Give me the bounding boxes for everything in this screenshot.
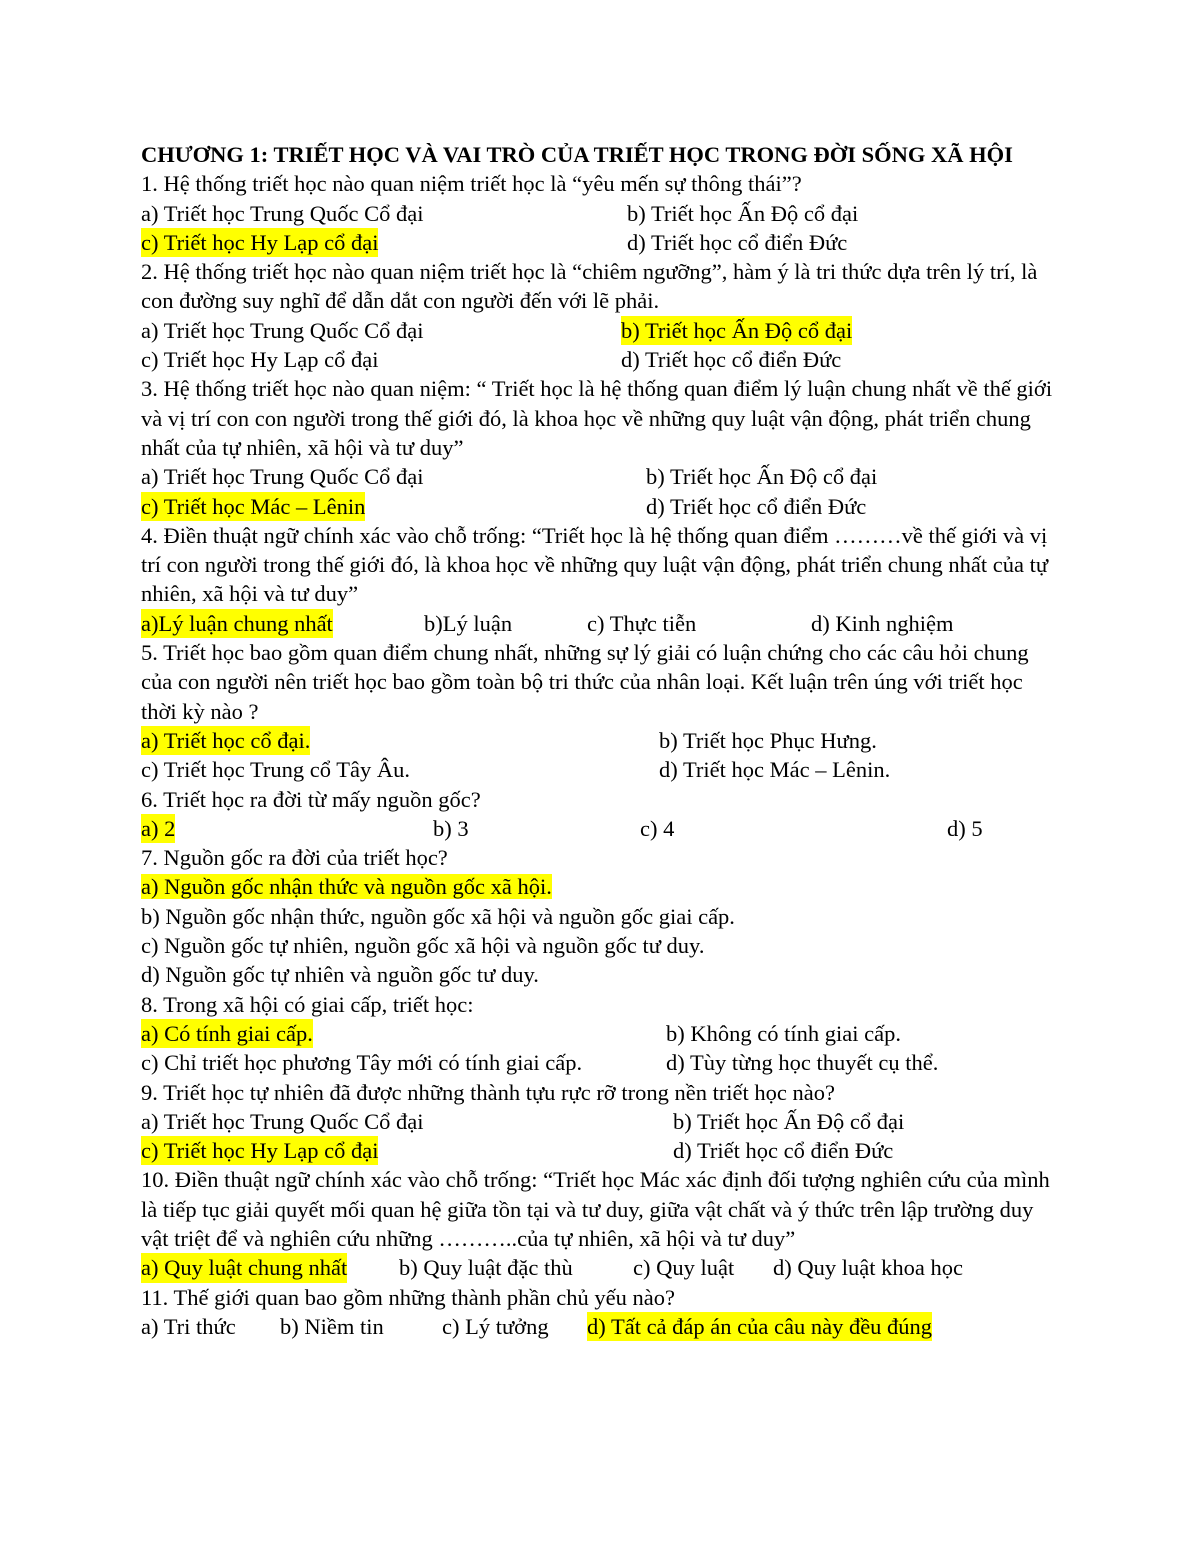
document-page bbox=[141, 140, 1061, 1341]
option-b: b) 3 bbox=[433, 815, 469, 841]
option-row bbox=[141, 1048, 1061, 1077]
option-row bbox=[141, 609, 1061, 638]
option-a: a) Triết học Trung Quốc Cổ đại bbox=[141, 317, 424, 343]
option-d: d) Triết học Mác – Lênin. bbox=[659, 757, 891, 783]
option-d: d) 5 bbox=[947, 815, 983, 841]
option-row bbox=[141, 316, 1061, 345]
option-b: b) Triết học Phục Hưng. bbox=[659, 727, 877, 753]
option-c-answer: c) Triết học Hy Lạp cổ đại bbox=[141, 228, 378, 257]
option-row bbox=[141, 1107, 1061, 1136]
option-b: b) Không có tính giai cấp. bbox=[666, 1020, 901, 1046]
option-d-answer: d) Tất cả đáp án của câu này đều đúng bbox=[587, 1312, 932, 1341]
option-a-answer: a) Quy luật chung nhất bbox=[141, 1253, 347, 1282]
option-a-answer: a) Nguồn gốc nhận thức và nguồn gốc xã hội. bbox=[141, 874, 552, 900]
chapter-title: CHƯƠNG 1: TRIẾT HỌC VÀ VAI TRÒ CỦA TRIẾT HỌC TRONG ĐỜI SỐNG XÃ HỘI bbox=[141, 142, 1013, 167]
option-b: b)Lý luận bbox=[424, 610, 513, 636]
option-d: d) Triết học cổ điển Đức bbox=[627, 229, 848, 255]
option-d: d) Kinh nghiệm bbox=[811, 610, 954, 636]
option-a-answer: a) 2 bbox=[141, 814, 175, 843]
option-c: c) Triết học Trung cổ Tây Âu. bbox=[141, 757, 410, 783]
option-row bbox=[141, 199, 1061, 228]
option-row bbox=[141, 1136, 1061, 1165]
option-row bbox=[141, 755, 1061, 784]
option-d: d) Quy luật khoa học bbox=[773, 1255, 963, 1281]
option-d: d) Triết học cổ điển Đức bbox=[673, 1138, 894, 1164]
option-c: c) Quy luật bbox=[633, 1255, 735, 1281]
option-c: c) 4 bbox=[640, 815, 675, 841]
option-b: b) Triết học Ấn Độ cổ đại bbox=[627, 200, 859, 226]
question-4: 4. Điền thuật ngữ chính xác vào chỗ trống: “Triết học là hệ thống quan điểm ………về thế giới và vị trí con người trong thế giới đó, là khoa học về những quy luật vận động, phát triển chung nhất của tự nhiên, xã hội và tư duy” bbox=[141, 522, 1049, 607]
option-row bbox=[141, 345, 1061, 374]
option-b: b) Triết học Ấn Độ cổ đại bbox=[646, 464, 878, 490]
question-7: 7. Nguồn gốc ra đời của triết học? bbox=[141, 845, 448, 871]
option-a: a) Triết học Trung Quốc Cổ đại bbox=[141, 1108, 424, 1134]
option-b: b) Niềm tin bbox=[280, 1313, 384, 1339]
question-2: 2. Hệ thống triết học nào quan niệm triết học là “chiêm ngưỡng”, hàm ý là tri thức dựa trên lý trí, là con đường suy nghĩ để dẫn dắt con người đến với lẽ phải. bbox=[141, 259, 1038, 314]
question-6: 6. Triết học ra đời từ mấy nguồn gốc? bbox=[141, 786, 481, 812]
question-3: 3. Hệ thống triết học nào quan niệm: “ Triết học là hệ thống quan điểm lý luận chung nhất về thế giới và vị trí con con người trong thế giới đó, là khoa học về những quy luật vận động, phát triển chung nhất của tự nhiên, xã hội và tư duy” bbox=[141, 376, 1053, 460]
option-c: c) Chỉ triết học phương Tây mới có tính giai cấp. bbox=[141, 1050, 583, 1076]
question-8: 8. Trong xã hội có giai cấp, triết học: bbox=[141, 991, 474, 1017]
option-a: a) Tri thức bbox=[141, 1313, 236, 1339]
option-c: c) Nguồn gốc tự nhiên, nguồn gốc xã hội và nguồn gốc tư duy. bbox=[141, 933, 705, 959]
option-a: a) Triết học Trung Quốc Cổ đại bbox=[141, 200, 424, 226]
option-c-answer: c) Triết học Mác – Lênin bbox=[141, 492, 365, 521]
option-row bbox=[141, 1312, 1061, 1341]
option-row bbox=[141, 726, 1061, 755]
option-c: c) Thực tiễn bbox=[587, 610, 697, 636]
option-b: b) Quy luật đặc thù bbox=[399, 1255, 573, 1281]
option-row bbox=[141, 228, 1061, 257]
option-d: d) Tùy từng học thuyết cụ thể. bbox=[666, 1050, 939, 1076]
option-a-row bbox=[141, 872, 1061, 901]
option-c: c) Triết học Hy Lạp cổ đại bbox=[141, 347, 379, 373]
option-a-answer: a) Có tính giai cấp. bbox=[141, 1019, 313, 1048]
question-10: 10. Điền thuật ngữ chính xác vào chỗ trống: “Triết học Mác xác định đối tượng nghiên cứu của mình là tiếp tục giải quyết mối quan hệ giữa tồn tại và tư duy, giữa vật chất và ý thức trên lập trường duy vật triệt để và nghiên cứu những ………..của tự nhiên, xã hội và tư duy” bbox=[141, 1167, 1050, 1251]
option-d: d) Triết học cổ điển Đức bbox=[646, 493, 867, 519]
option-row bbox=[141, 1253, 1061, 1282]
option-b-answer: b) Triết học Ấn Độ cổ đại bbox=[621, 316, 852, 345]
option-a-answer: a) Triết học cổ đại. bbox=[141, 726, 310, 755]
option-b: b) Triết học Ấn Độ cổ đại bbox=[673, 1108, 905, 1134]
question-5: 5. Triết học bao gồm quan điểm chung nhất, những sự lý giải có luận chứng cho các câu hỏi chung của con người nên triết học bao gồm toàn bộ tri thức của nhân loại. Kết luận trên úng với triết học thời kỳ nào ? bbox=[141, 640, 1029, 724]
question-1: 1. Hệ thống triết học nào quan niệm triết học là “yêu mến sự thông thái”? bbox=[141, 171, 802, 197]
question-9: 9. Triết học tự nhiên đã được những thành tựu rực rỡ trong nền triết học nào? bbox=[141, 1079, 836, 1105]
option-a-answer: a)Lý luận chung nhất bbox=[141, 609, 333, 638]
option-row bbox=[141, 1019, 1061, 1048]
question-11: 11. Thế giới quan bao gồm những thành phần chủ yếu nào? bbox=[141, 1284, 675, 1310]
option-b: b) Nguồn gốc nhận thức, nguồn gốc xã hội và nguồn gốc giai cấp. bbox=[141, 903, 735, 929]
option-c-answer: c) Triết học Hy Lạp cổ đại bbox=[141, 1136, 378, 1165]
option-c: c) Lý tưởng bbox=[442, 1313, 549, 1339]
option-a: a) Triết học Trung Quốc Cổ đại bbox=[141, 464, 424, 490]
option-row bbox=[141, 492, 1061, 521]
option-d: d) Triết học cổ điển Đức bbox=[621, 347, 842, 373]
option-d: d) Nguồn gốc tự nhiên và nguồn gốc tư duy. bbox=[141, 962, 539, 988]
option-row bbox=[141, 814, 1061, 843]
option-row bbox=[141, 462, 1061, 491]
